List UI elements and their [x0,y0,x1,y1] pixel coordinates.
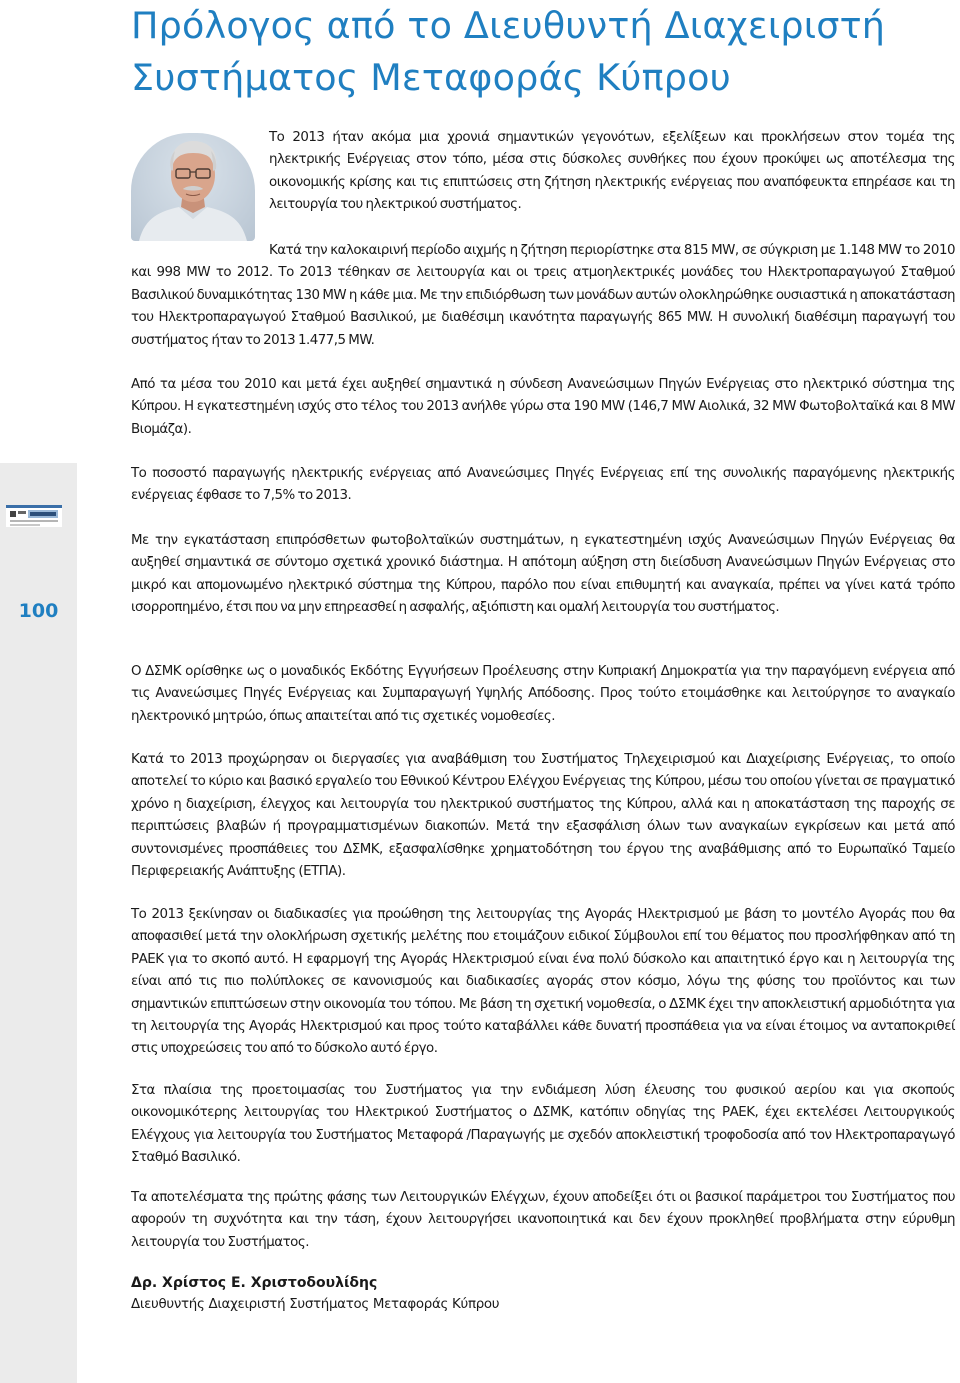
paragraph-4: Το ποσοστό παραγωγής ηλεκτρικής ενέργειας από Ανανεώσιμες Πηγές Ενέργειας επί της συνολικής παραγόμενης ηλεκτρικής ενέργειας έφθασε το 7,5% το 2013. [131,466,955,504]
page-title: Πρόλογος από το Διευθυντή Διαχειριστή Συστήματος Μεταφοράς Κύπρου [131,4,886,99]
paragraph-3: Από τα μέσα του 2010 και μετά έχει αυξηθεί σημαντικά η σύνδεση Ανανεώσιμων Πηγών Ενέργειας στο ηλεκτρικό σύστημα της Κύπρου. Η εγκατεστημένη ισχύς στο τέλος του 2013 ανήλθε γύρω στα 190 MW (146,7 MW Αιολικά, 32 MW Φωτοβολταϊκά και 8 MW Βιομάζα). [131,377,955,437]
paragraph-7: Κατά το 2013 προχώρησαν οι διεργασίες για αναβάθμιση του Συστήματος Τηλεχειρισμού και Διαχείρισης Ενέργειας, το οποίο αποτελεί το κύριο και βασικό εργαλείο του Εθνικού Κέντρου Ελέγχου Ενέργειας της Κύπρου, μέσω του οποίου γίνεται σε πραγματικό χρόνο η διαχείριση, έλεγχος και λειτουργία του ηλεκτρικού συστήματος της Κύπρου, αλλά και η αποκατάσταση της παροχής σε περιπτώσεις βλαβών ή προγραμματισμένων διακοπών. Μετά την εξασφάλιση όλων των αναγκαίων εγκρίσεων και μετά από συντονισμένες προσπάθειες του ΔΣΜΚ, εξασφαλίσθηκε χρηματοδότηση του έργου της αναβάθμισης από το Ευρωπαϊκό Ταμείο Περιφερειακής Ανάπτυξης (ΕΤΠΑ). [131,752,955,880]
paragraph-8: Το 2013 ξεκίνησαν οι διαδικασίες για προώθηση της λειτουργίας της Αγοράς Ηλεκτρισμού με βάση το μοντέλο Αγοράς που θα αποφασιθεί μετά την ολοκλήρωση σχετικής μελέτης που ετοιμάζουν ειδικοί Σύμβουλοι επί του θέματος που προσλήφθηκαν από τη ΡΑΕΚ για το σκοπό αυτό. Η εφαρμογή της Αγοράς Ηλεκτρισμού είναι ένα πολύ δύσκολο και απαιτητικό έργο και η λειτουργία της είναι από τις πιο πολύπλοκες σε κανονισμούς και διαδικασίες αγοράς στον κόσμο, λόγω της φύσης του προϊόντος και των σημαντικών επιπτώσεων στην οικονομία του τόπου. Με βάση τη σχετική νομοθεσία, ο ΔΣΜΚ έχει την αποκλειστική αρμοδιότητα για τη λειτουργία της Αγοράς Ηλεκτρισμού και προς τούτο καταβάλλει κάθε δυνατή προσπάθεια για να είναι έτοιμος να ανταποκριθεί στις υποχρεώσεις του από το δύσκολο αυτό έργο. [131,907,955,1057]
paragraph-10: Τα αποτελέσματα της πρώτης φάσης των Λειτουργικών Ελέγχων, έχουν αποδείξει ότι οι βασικοί παράμετροι του Συστήματος που αφορούν τη συχνότητα και την τάση, έχουν λειτουργήσει ικανοποιητικά και δεν έχουν προκληθεί προβλήματα στην εύρυθμη λειτουργία του Συστήματος. [131,1190,955,1250]
page-number: 100 [18,600,59,622]
author-portrait [131,133,255,241]
paragraph-1: Το 2013 ήταν ακόμα μια χρονιά σημαντικών γεγονότων, εξελίξεων και προκλήσεων στον τομέα της ηλεκτρικής Ενέργειας στον τόπο, μέσα στις δύσκολες συνθήκες που έχουν προκύψει ως αποτέλεσμα της οικονομικής κρίσης και τις επιπτώσεις στη ζήτηση ηλεκτρικής ενέργειας που αναπόφευκτα επηρέασε και τη λειτουργία του ηλεκτρικού συστήματος. [269,130,955,213]
paragraph-6: Ο ΔΣΜΚ ορίσθηκε ως ο μοναδικός Εκδότης Εγγυήσεων Προέλευσης στην Κυπριακή Δημοκρατία για την παραγόμενη ενέργεια από τις Ανανεώσιμες Πηγές Ενέργειας και Συμπαραγωγή Υψηλής Απόδοσης. Προς τούτο ετοιμάσθηκε και λειτούργησε το αναγκαίο ηλεκτρονικό μητρώο, όπως απαιτείται από τις σχετικές νομοθεσίες. [131,664,955,724]
paragraph-9: Στα πλαίσια της προετοιμασίας του Συστήματος για την ενδιάμεση λύση έλευσης του φυσικού αερίου και για σκοπούς οικονομικότερης λειτουργίας του Ηλεκτρικού Συστήματος ο ΔΣΜΚ, κατόπιν οδηγίας της ΡΑΕΚ, έχει εκτελέσει Λειτουργικούς Ελέγχους για λειτουργία του Συστήματος Μεταφορά /Παραγωγής με σχεδόν αποκλειστική τροφοδοσία από τον Ηλεκτροπαραγωγό Σταθμό Βασιλικό. [131,1083,955,1166]
logo-icon [6,503,62,529]
paragraph-5: Με την εγκατάσταση επιπρόσθετων φωτοβολταϊκών συστημάτων, η εγκατεστημένη ισχύς Ανανεώσιμων Πηγών Ενέργειας θα αυξηθεί σημαντικά σε σύντομο σχετικά χρονικό διάστημα. Η απότομη αύξηση στη διείσδυση Ανανεώσιμων Πηγών Ενέργειας στο μικρό και απομονωμένο ηλεκτρικό σύστημα της Κύπρου, παρόλο που είναι επιθυμητή και αναγκαία, πρέπει να γίνει κατά τρόπο ισορροπημένο, έτσι που να μην επηρεασθεί η ασφαλής, αξιόπιστη και ομαλή λειτουργία του συστήματος. [131,533,955,616]
signatory-role: Διευθυντής Διαχειριστή Συστήματος Μεταφοράς Κύπρου [131,1297,500,1312]
signature-block [131,1272,499,1316]
signatory-name: Δρ. Χρίστος Ε. Χριστοδουλίδης [131,1275,378,1291]
paragraph-2: Κατά την καλοκαιρινή περίοδο αιχμής η ζήτηση περιορίστηκε στα 815 MW, σε σύγκριση με 1.148 MW το 2010 και 998 MW το 2012. Το 2013 τέθηκαν σε λειτουργία και οι τρεις ατμοηλεκτρικές μονάδες του Ηλεκτροπαραγωγού Σταθμού Βασιλικού δυναμικότητας 130 MW η κάθε μια. Με την επιδιόρθωση των μονάδων αυτών ολοκληρώθηκε ουσιαστικά η αποκατάσταση του Ηλεκτροπαραγωγού Σταθμού Βασιλικού, με διαθέσιμη ικανότητα παραγωγής 865 MW. Η συνολική διαθέσιμη παραγωγή του συστήματος ήταν το 2013 1.477,5 MW. [131,243,955,348]
